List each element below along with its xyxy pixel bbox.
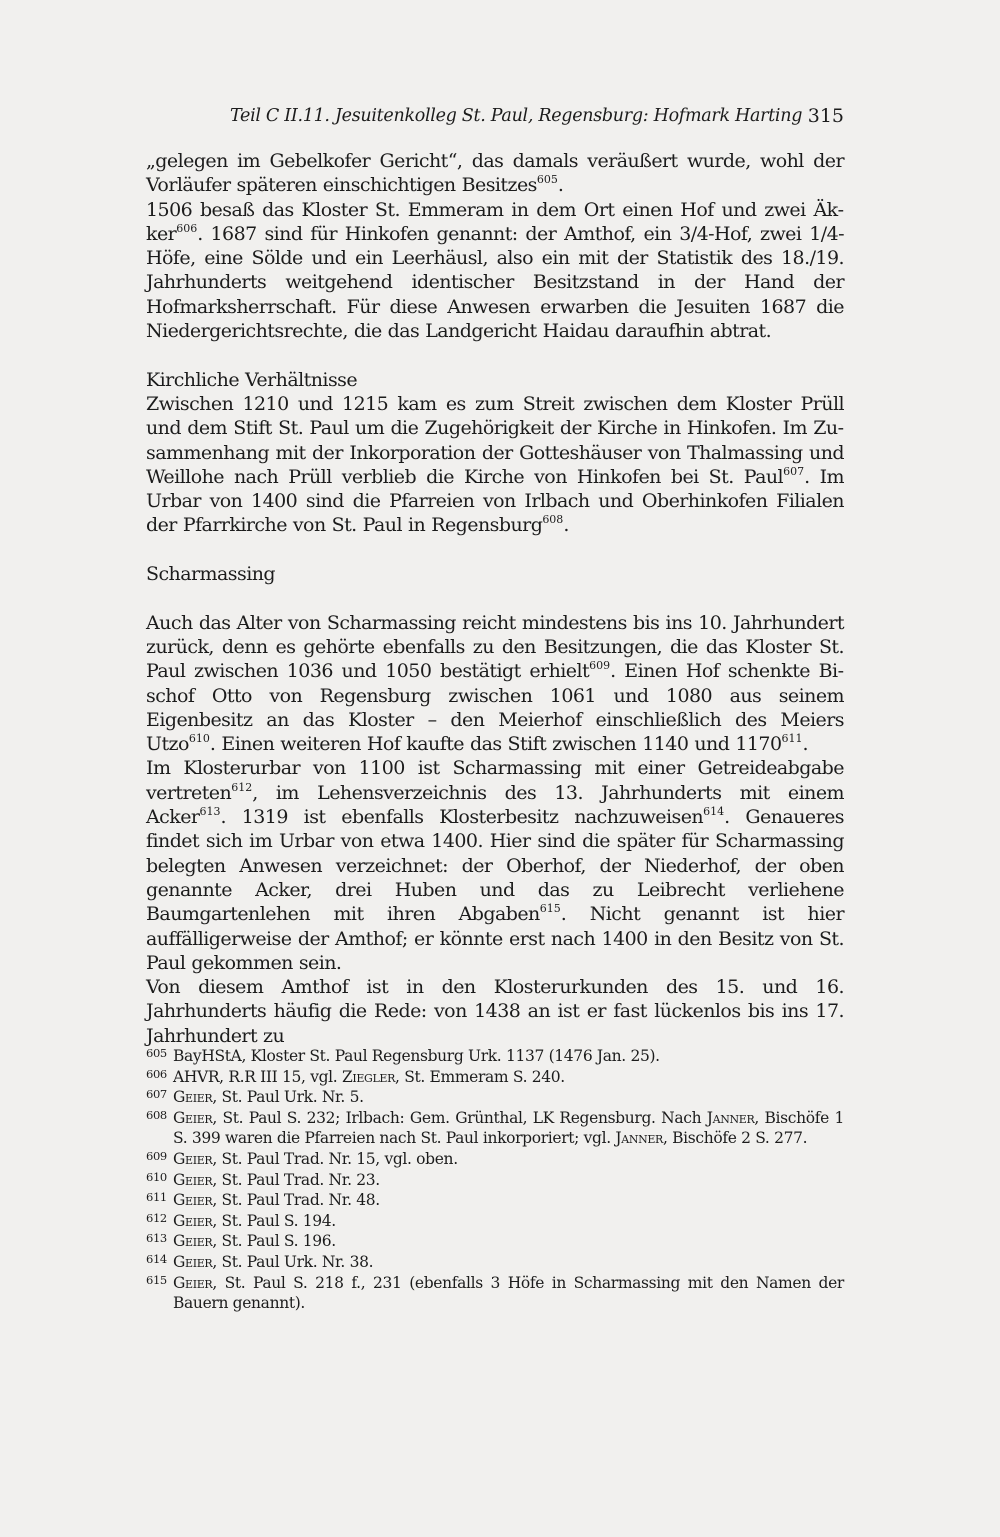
running-title: Teil C II.11. Jesuitenkolleg St. Paul, Regensburg: Hofmark Harting <box>230 106 803 126</box>
footnote-ref[interactable]: 614 <box>703 805 725 819</box>
footnote-number: 612 <box>146 1210 167 1225</box>
author-name: Ziegler <box>341 1067 396 1086</box>
footnote-number: 608 <box>146 1107 167 1122</box>
section-heading: Scharmassing <box>146 563 276 586</box>
footnote-number: 614 <box>146 1251 167 1266</box>
footnote-ref[interactable]: 606 <box>176 221 198 235</box>
footnote-ref[interactable]: 605 <box>536 173 558 187</box>
footnote-ref[interactable]: 613 <box>199 805 221 819</box>
running-header <box>146 101 844 131</box>
author-name: Janner <box>706 1108 755 1127</box>
author-name: Geier <box>173 1232 213 1251</box>
paragraph: Auch das Alter von Scharmassing reicht mindestens bis ins 10. Jahrhundert zurück, denn es gehörte ebenfalls zu den Besitzungen, die das Kloster St. Paul zwischen 1036 und 1050 bestätigt erhielt$^{609}$. Einen Hof schenkte Bischof Otto von Regensburg zwischen 1061 und 1080 aus seinem Eigenbesitz an das Kloster – den Meierhof einschließlich des Meiers Utzo$^{610}$. Einen weiteren Hof kaufte das Stift zwischen 1140 und 1170$^{611}$. <box>146 611 844 756</box>
footnote: 606 AHVR, R.R III 15, vgl. Ziegler, St. Emmeram S. 240. <box>146 1066 565 1086</box>
author-name: Geier <box>173 1149 213 1168</box>
footnote-number: 615 <box>146 1272 167 1287</box>
paragraph-gap <box>146 538 844 562</box>
footnote-ref[interactable]: 608 <box>542 513 564 527</box>
footnote: 610 Geier, St. Paul Trad. Nr. 23. <box>146 1169 380 1189</box>
footnote-number: 606 <box>146 1066 167 1081</box>
author-name: Geier <box>173 1273 213 1292</box>
footnotes <box>146 1046 844 1314</box>
footnote-ref[interactable]: 610 <box>188 732 210 746</box>
footnote-number: 611 <box>146 1190 167 1205</box>
footnote-number: 610 <box>146 1169 167 1184</box>
footnote-ref[interactable]: 615 <box>539 902 561 916</box>
page-number: 315 <box>807 105 844 127</box>
paragraph: Von diesem Amthof ist in den Klosterurkunden des 15. und 16. Jahrhunderts häufig die Rede: von 1438 an ist er fast lückenlos bis ins 17. Jahrhundert zu <box>146 976 844 1047</box>
footnote: 612 Geier, St. Paul S. 194. <box>146 1210 336 1230</box>
author-name: Geier <box>173 1252 213 1271</box>
author-name: Geier <box>173 1108 213 1127</box>
paragraph: Im Klosterurbar von 1100 ist Scharmassing mit einer Getreideabgabe vertreten$^{612}$, im Lehensverzeichnis des 13. Jahrhunderts mit einem Acker$^{613}$. 1319 ist ebenfalls Klosterbesitz nachzuweisen$^{614}$. Genaueres findet sich im Urbar von etwa 1400. Hier sind die später für Scharmassing belegten Anwesen verzeichnet: der Oberhof, der Niederhof, der oben genannte Acker, drei Huben und das zu Leibrecht verliehene Baumgartenlehen mit ihren Abgaben$^{615}$. Nicht genannt ist hier auffälligerweise der Amthof; er könnte erst nach 1400 in den Besitz von St. Paul gekommen sein. <box>146 757 844 974</box>
footnote: 605 BayHStA, Kloster St. Paul Regensburg Urk. 1137 (1476 Jan. 25). <box>146 1046 660 1065</box>
main-text <box>146 149 844 1048</box>
footnote-number: 605 <box>146 1046 167 1060</box>
footnote-ref[interactable]: 612 <box>231 780 253 794</box>
footnote: 613 Geier, St. Paul S. 196. <box>146 1231 336 1251</box>
author-name: Geier <box>173 1088 213 1107</box>
footnote-number: 609 <box>146 1148 167 1163</box>
section-heading: Kirchliche Verhältnisse <box>146 368 358 391</box>
paragraph: „gelegen im Gebelkofer Gericht“, das damals veräußert wurde, wohl der Vorläufer späteren einschichtigen Besitzes$^{605}$. <box>146 150 844 197</box>
footnote-ref[interactable]: 609 <box>589 659 611 673</box>
footnote-number: 607 <box>146 1087 167 1102</box>
footnote-ref[interactable]: 607 <box>783 464 805 478</box>
footnote: 614 Geier, St. Paul Urk. Nr. 38. <box>146 1251 374 1271</box>
footnote-ref[interactable]: 611 <box>781 732 803 746</box>
author-name: Geier <box>173 1211 213 1230</box>
footnote: 611 Geier, St. Paul Trad. Nr. 48. <box>146 1190 380 1210</box>
paragraph: 1506 besaß das Kloster St. Emmeram in dem Ort einen Hof und zwei Äkker$^{606}$. 1687 sind für Hinkofen genannt: der Amthof, ein 3/4-Hof, zwei 1/4-Höfe, eine Sölde und ein Leerhäusl, also ein mit der Statistik des 18./19. Jahrhunderts weitgehend identischer Besitzstand in der Hand der Hofmarksherrschaft. Für diese Anwesen erwarben die Jesuiten 1687 die Niedergerichtsrechte, die das Landgericht Haidau daraufhin abtrat. <box>146 198 844 343</box>
author-name: Janner <box>615 1129 663 1148</box>
paragraph: Zwischen 1210 und 1215 kam es zum Streit zwischen dem Kloster Prüll und dem Stift St. Paul um die Zugehörigkeit der Kirche in Hinkofen. Im Zusammenhang mit der Inkorporation der Gotteshäuser von Thalmassing und Weillohe nach Prüll verblieb die Kirche von Hinkofen bei St. Paul$^{607}$. Im Urbar von 1400 sind die Pfarreien von Irlbach und Oberhinkofen Filialen der Pfarrkirche von St. Paul in Regensburg$^{608}$. <box>146 392 845 537</box>
author-name: Geier <box>173 1191 213 1210</box>
footnote-number: 613 <box>146 1231 167 1246</box>
footnote: 615 Geier, St. Paul S. 218 f., 231 (ebenfalls 3 Höfe in Scharmassing mit den Namen der Bauern genannt). <box>146 1272 844 1313</box>
footnote: 608 Geier, St. Paul S. 232; Irlbach: Gem. Grünthal, LK Regensburg. Nach Janner, Bischöfe 1 S. 399 waren die Pfarreien nach St. Paul inkorporiert; vgl. Janner, Bischöfe 2 S. 277. <box>146 1107 844 1148</box>
footnote: 609 Geier, St. Paul Trad. Nr. 15, vgl. oben. <box>146 1148 458 1168</box>
author-name: Geier <box>173 1170 213 1189</box>
paragraph-gap <box>146 343 844 367</box>
footnote: 607 Geier, St. Paul Urk. Nr. 5. <box>146 1087 364 1107</box>
paragraph-gap <box>146 586 844 610</box>
